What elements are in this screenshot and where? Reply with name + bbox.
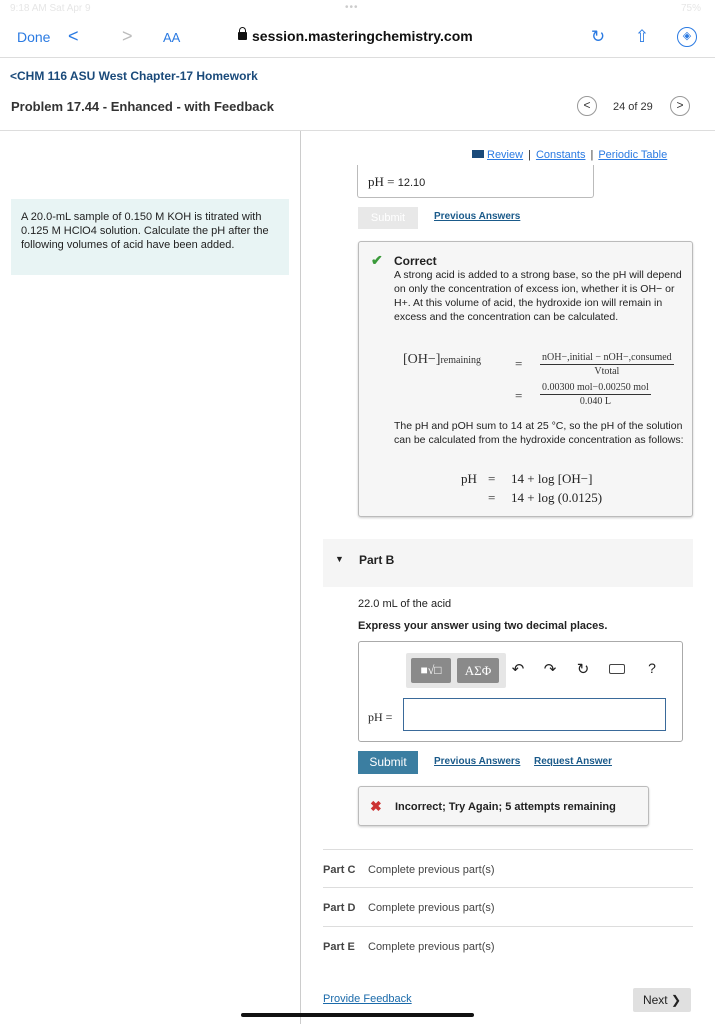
lock-icon	[238, 32, 247, 40]
share-icon[interactable]: ⇧	[634, 27, 650, 46]
header-divider	[0, 130, 715, 131]
book-icon	[472, 150, 484, 158]
reset-icon[interactable]: ↻	[576, 661, 590, 678]
review-link[interactable]: Review	[487, 149, 524, 161]
problem-statement: A 20.0-mL sample of 0.150 M KOH is titrated with 0.125 M HClO4 solution. Calculate the pH after the following volumes of acid have been added.	[11, 199, 289, 275]
ph-label: pH =	[368, 174, 398, 189]
part-b-feedback	[358, 786, 649, 826]
battery-indicator: 75%	[680, 3, 701, 14]
part-b-previous-answers-link[interactable]: Previous Answers	[434, 756, 521, 767]
part-a-answer-display	[357, 165, 594, 198]
periodic-table-link[interactable]: Periodic Table	[598, 149, 668, 161]
prev-problem-button[interactable]: <	[577, 96, 597, 116]
equals-sign: =	[515, 388, 523, 403]
part-a-submit-button: Submit	[358, 207, 418, 229]
symbols-button[interactable]: ΑΣΦ	[457, 658, 499, 683]
part-d-status: Complete previous part(s)	[368, 902, 495, 914]
text-size-button[interactable]: AA	[163, 30, 181, 45]
part-b-header[interactable]	[323, 539, 693, 587]
problem-count: 24 of 29	[613, 101, 653, 113]
column-divider	[300, 131, 301, 1024]
feedback-text-2: The pH and pOH sum to 14 at 25 °C, so the pH of the solution can be calculated from the hydroxide concentration as follows:	[394, 420, 684, 446]
equation-lhs: [OH−]remaining	[403, 352, 481, 367]
ph-equation-line-1: pH = 14 + log [OH−]	[461, 471, 593, 486]
next-button[interactable]: Next ❯	[633, 988, 691, 1012]
resources-links: Review | Constants | Periodic Table	[472, 149, 667, 161]
keyboard-icon[interactable]	[609, 664, 625, 674]
part-c-row[interactable]	[323, 849, 693, 887]
breadcrumb[interactable]: <CHM 116 ASU West Chapter-17 Homework	[10, 69, 258, 83]
part-d-row[interactable]	[323, 887, 693, 925]
part-e-label: Part E	[323, 941, 355, 953]
fraction-numeric: 0.00300 mol−0.00250 mol 0.040 L	[542, 382, 649, 407]
part-c-label: Part C	[323, 864, 356, 876]
feedback-text: A strong acid is added to a strong base, so the pH will depend on only the concentration of excess ion, whether it is OH− or H+. At this volume of acid, the hydroxide ion will remain in excess and the concentration can be calculated.	[394, 269, 682, 323]
part-e-row[interactable]	[323, 926, 693, 964]
status-time: 9:18 AM Sat Apr 9	[10, 3, 91, 14]
redo-icon[interactable]: ↷	[543, 661, 557, 678]
collapse-icon[interactable]: ▼	[335, 554, 344, 564]
incorrect-message: Incorrect; Try Again; 5 attempts remaining	[395, 801, 616, 813]
ph-answer-input[interactable]	[403, 698, 666, 731]
ph-input-label: pH =	[368, 710, 393, 724]
constants-link[interactable]: Constants	[535, 149, 586, 161]
compass-icon[interactable]: ◈	[677, 27, 697, 47]
math-toolbar	[406, 653, 506, 688]
fraction-symbolic: nOH−,initial − nOH−,consumed Vtotal	[542, 352, 672, 377]
back-icon[interactable]: <	[68, 26, 79, 46]
answer-editor	[358, 641, 683, 742]
part-b-submit-button[interactable]: Submit	[358, 751, 418, 774]
url-text: session.masteringchemistry.com	[252, 28, 473, 44]
undo-icon[interactable]: ↶	[511, 661, 525, 678]
home-indicator	[241, 1013, 474, 1017]
ph-equation-line-2: = 14 + log (0.0125)	[488, 490, 603, 505]
incorrect-icon: ✖	[370, 798, 382, 814]
part-e-status: Complete previous part(s)	[368, 941, 495, 953]
browser-toolbar	[0, 18, 715, 58]
part-c-status: Complete previous part(s)	[368, 864, 495, 876]
reload-icon[interactable]: ↻	[590, 27, 606, 46]
part-b-instruction: Express your answer using two decimal places.	[358, 620, 608, 632]
part-b-label: Part B	[359, 553, 395, 567]
done-button[interactable]: Done	[17, 29, 51, 45]
part-a-previous-answers-link[interactable]: Previous Answers	[434, 211, 521, 222]
request-answer-link[interactable]: Request Answer	[534, 756, 612, 767]
feedback-title: Correct	[394, 254, 437, 268]
part-b-question: 22.0 mL of the acid	[358, 598, 452, 610]
status-dots: •••	[345, 2, 359, 13]
forward-icon[interactable]: >	[122, 26, 133, 46]
templates-button[interactable]: ■√□	[411, 658, 451, 683]
check-icon: ✔	[371, 252, 383, 268]
provide-feedback-link[interactable]: Provide Feedback	[323, 993, 412, 1005]
part-d-label: Part D	[323, 902, 356, 914]
next-problem-button[interactable]: >	[670, 96, 690, 116]
address-bar[interactable]	[238, 28, 473, 44]
equals-sign: =	[515, 356, 523, 371]
page-title: Problem 17.44 - Enhanced - with Feedback	[11, 99, 274, 114]
part-a-feedback	[358, 241, 693, 517]
ph-value: 12.10	[397, 177, 426, 189]
help-icon[interactable]: ?	[648, 660, 656, 676]
status-bar	[0, 0, 715, 18]
